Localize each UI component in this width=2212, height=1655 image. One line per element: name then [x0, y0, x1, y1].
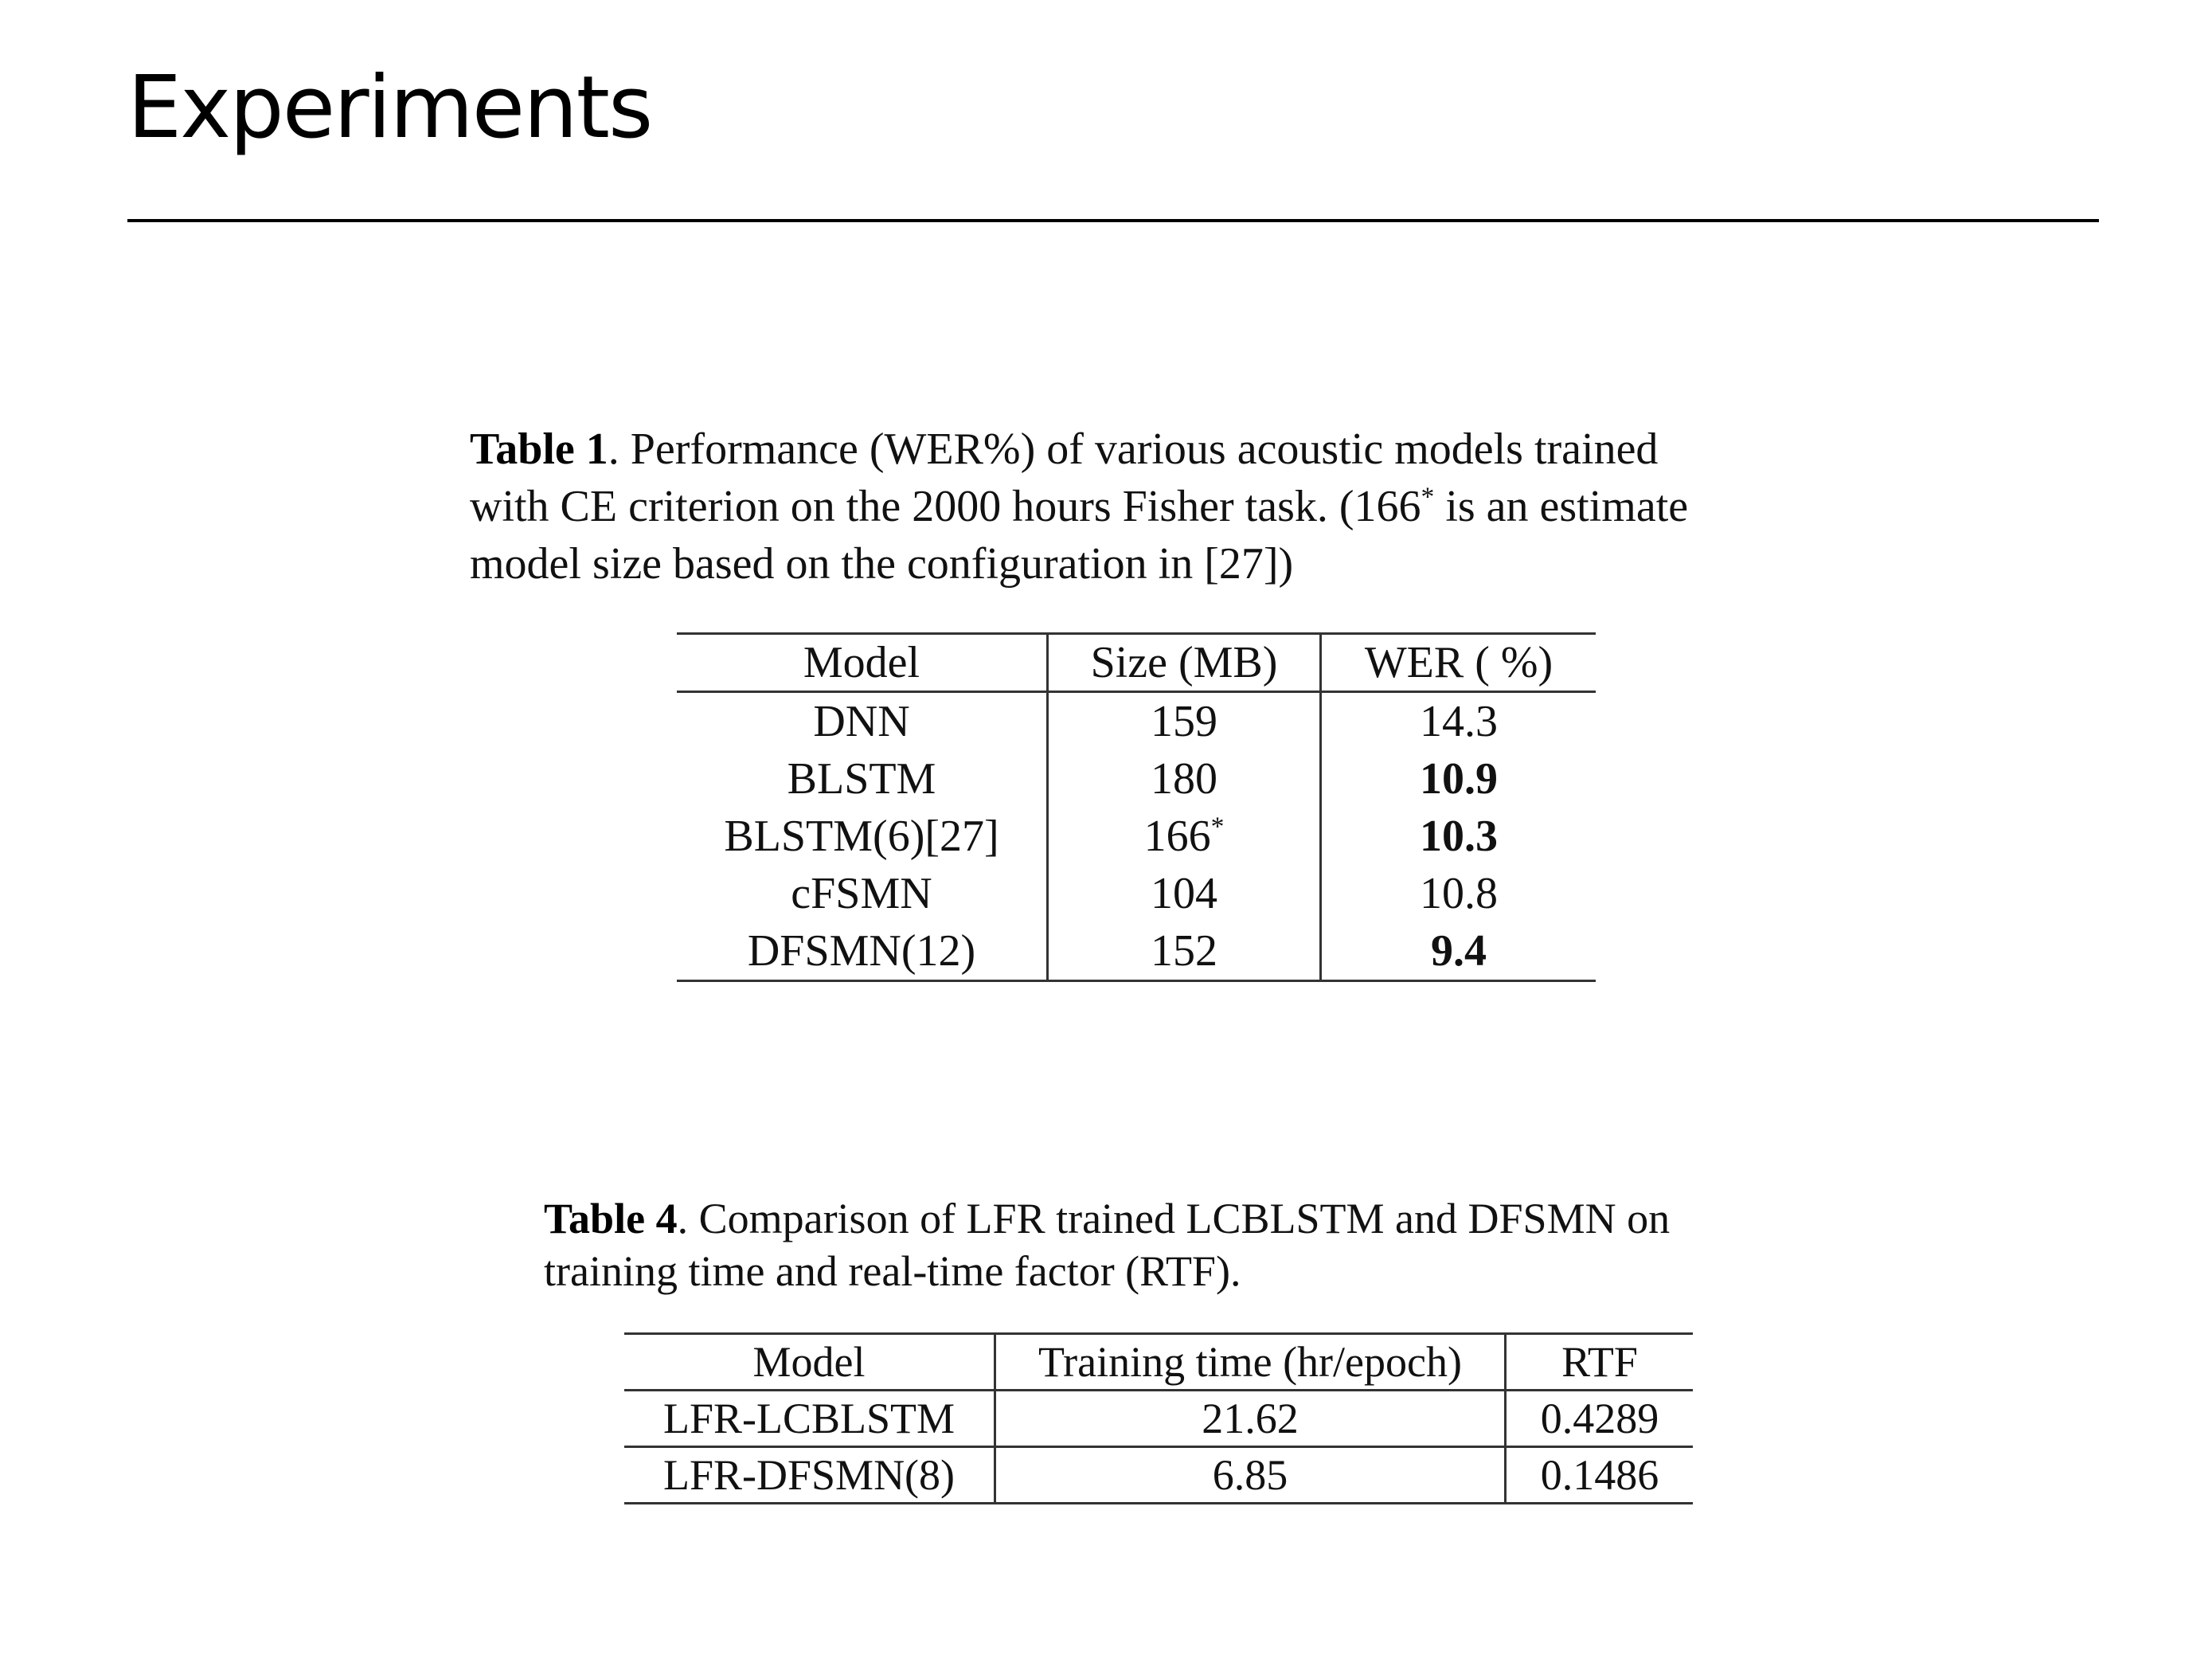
table1-cell-wer: 10.9 — [1321, 750, 1596, 808]
table4-cell-training-time: 6.85 — [995, 1447, 1506, 1504]
table4-cell-model: LFR-DFSMN(8) — [624, 1447, 995, 1504]
table-row — [677, 922, 1596, 981]
table1-cell-wer: 10.8 — [1321, 865, 1596, 922]
table1-header-model: Model — [677, 634, 1048, 692]
table-row — [677, 808, 1596, 865]
table-row — [677, 865, 1596, 922]
table4-cell-rtf: 0.4289 — [1506, 1391, 1694, 1447]
table1 — [677, 632, 1596, 982]
table-row — [677, 750, 1596, 808]
table1-caption-line-3: model size based on the configuration in [27]) — [470, 539, 1294, 589]
table4-header-rtf: RTF — [1506, 1334, 1694, 1391]
table-row — [677, 692, 1596, 751]
table1-label: Table 1 — [470, 425, 608, 474]
table1-cell-model: BLSTM — [787, 754, 936, 804]
table1-header-row — [677, 634, 1596, 692]
table4-header-training-time: Training time (hr/epoch) — [995, 1334, 1506, 1391]
table1-caption — [470, 421, 1815, 593]
table1-cell-size: 104 — [1048, 865, 1321, 922]
table4-header-model: Model — [624, 1334, 995, 1391]
table1-cell-wer: 9.4 — [1321, 922, 1596, 981]
slide-title: Experiments — [127, 58, 652, 158]
table4-cell-model: LFR-LCBLSTM — [662, 1395, 956, 1442]
table1-cell-size: 159 — [1048, 692, 1321, 751]
table1-caption-line-1: Table 1. Performance (WER%) of various acoustic models trained — [470, 425, 1659, 474]
table4-cell-training-time: 21.62 — [995, 1391, 1506, 1447]
table4 — [624, 1332, 1693, 1504]
table4-label: Table 4 — [544, 1195, 678, 1242]
table1-header-wer: WER ( %) — [1321, 634, 1596, 692]
table1-cell-size: 166* — [1048, 808, 1321, 865]
table4-caption-line-1: Table 4. Comparison of LFR trained LCBLSTM and DFSMN on — [544, 1195, 1671, 1242]
table-row — [624, 1391, 1693, 1447]
table1-caption-asterisk: * — [1421, 482, 1435, 512]
table4-caption — [544, 1192, 1786, 1297]
table4-caption-line-2: training time and real-time factor (RTF). — [544, 1247, 1241, 1295]
table1-caption-line-2: with CE criterion on the 2000 hours Fisher task. (166* is an estimate — [470, 482, 1689, 531]
table1-size-asterisk: * — [1210, 812, 1225, 842]
table1-cell-wer: 10.3 — [1321, 808, 1596, 865]
table1-cell-model: BLSTM(6)[27] — [724, 812, 999, 861]
table1-header-size: Size (MB) — [1048, 634, 1321, 692]
table1-cell-model: DNN — [813, 697, 910, 746]
table-row — [624, 1447, 1693, 1504]
table1-cell-size: 152 — [1048, 922, 1321, 981]
table4-header-row — [624, 1334, 1693, 1391]
title-divider — [127, 219, 2099, 222]
table1-cell-wer: 14.3 — [1321, 692, 1596, 751]
table1-cell-model: cFSMN — [791, 869, 932, 918]
table1-cell-size: 180 — [1048, 750, 1321, 808]
table4-cell-rtf: 0.1486 — [1506, 1447, 1694, 1504]
table1-cell-model: DFSMN(12) — [747, 926, 976, 976]
